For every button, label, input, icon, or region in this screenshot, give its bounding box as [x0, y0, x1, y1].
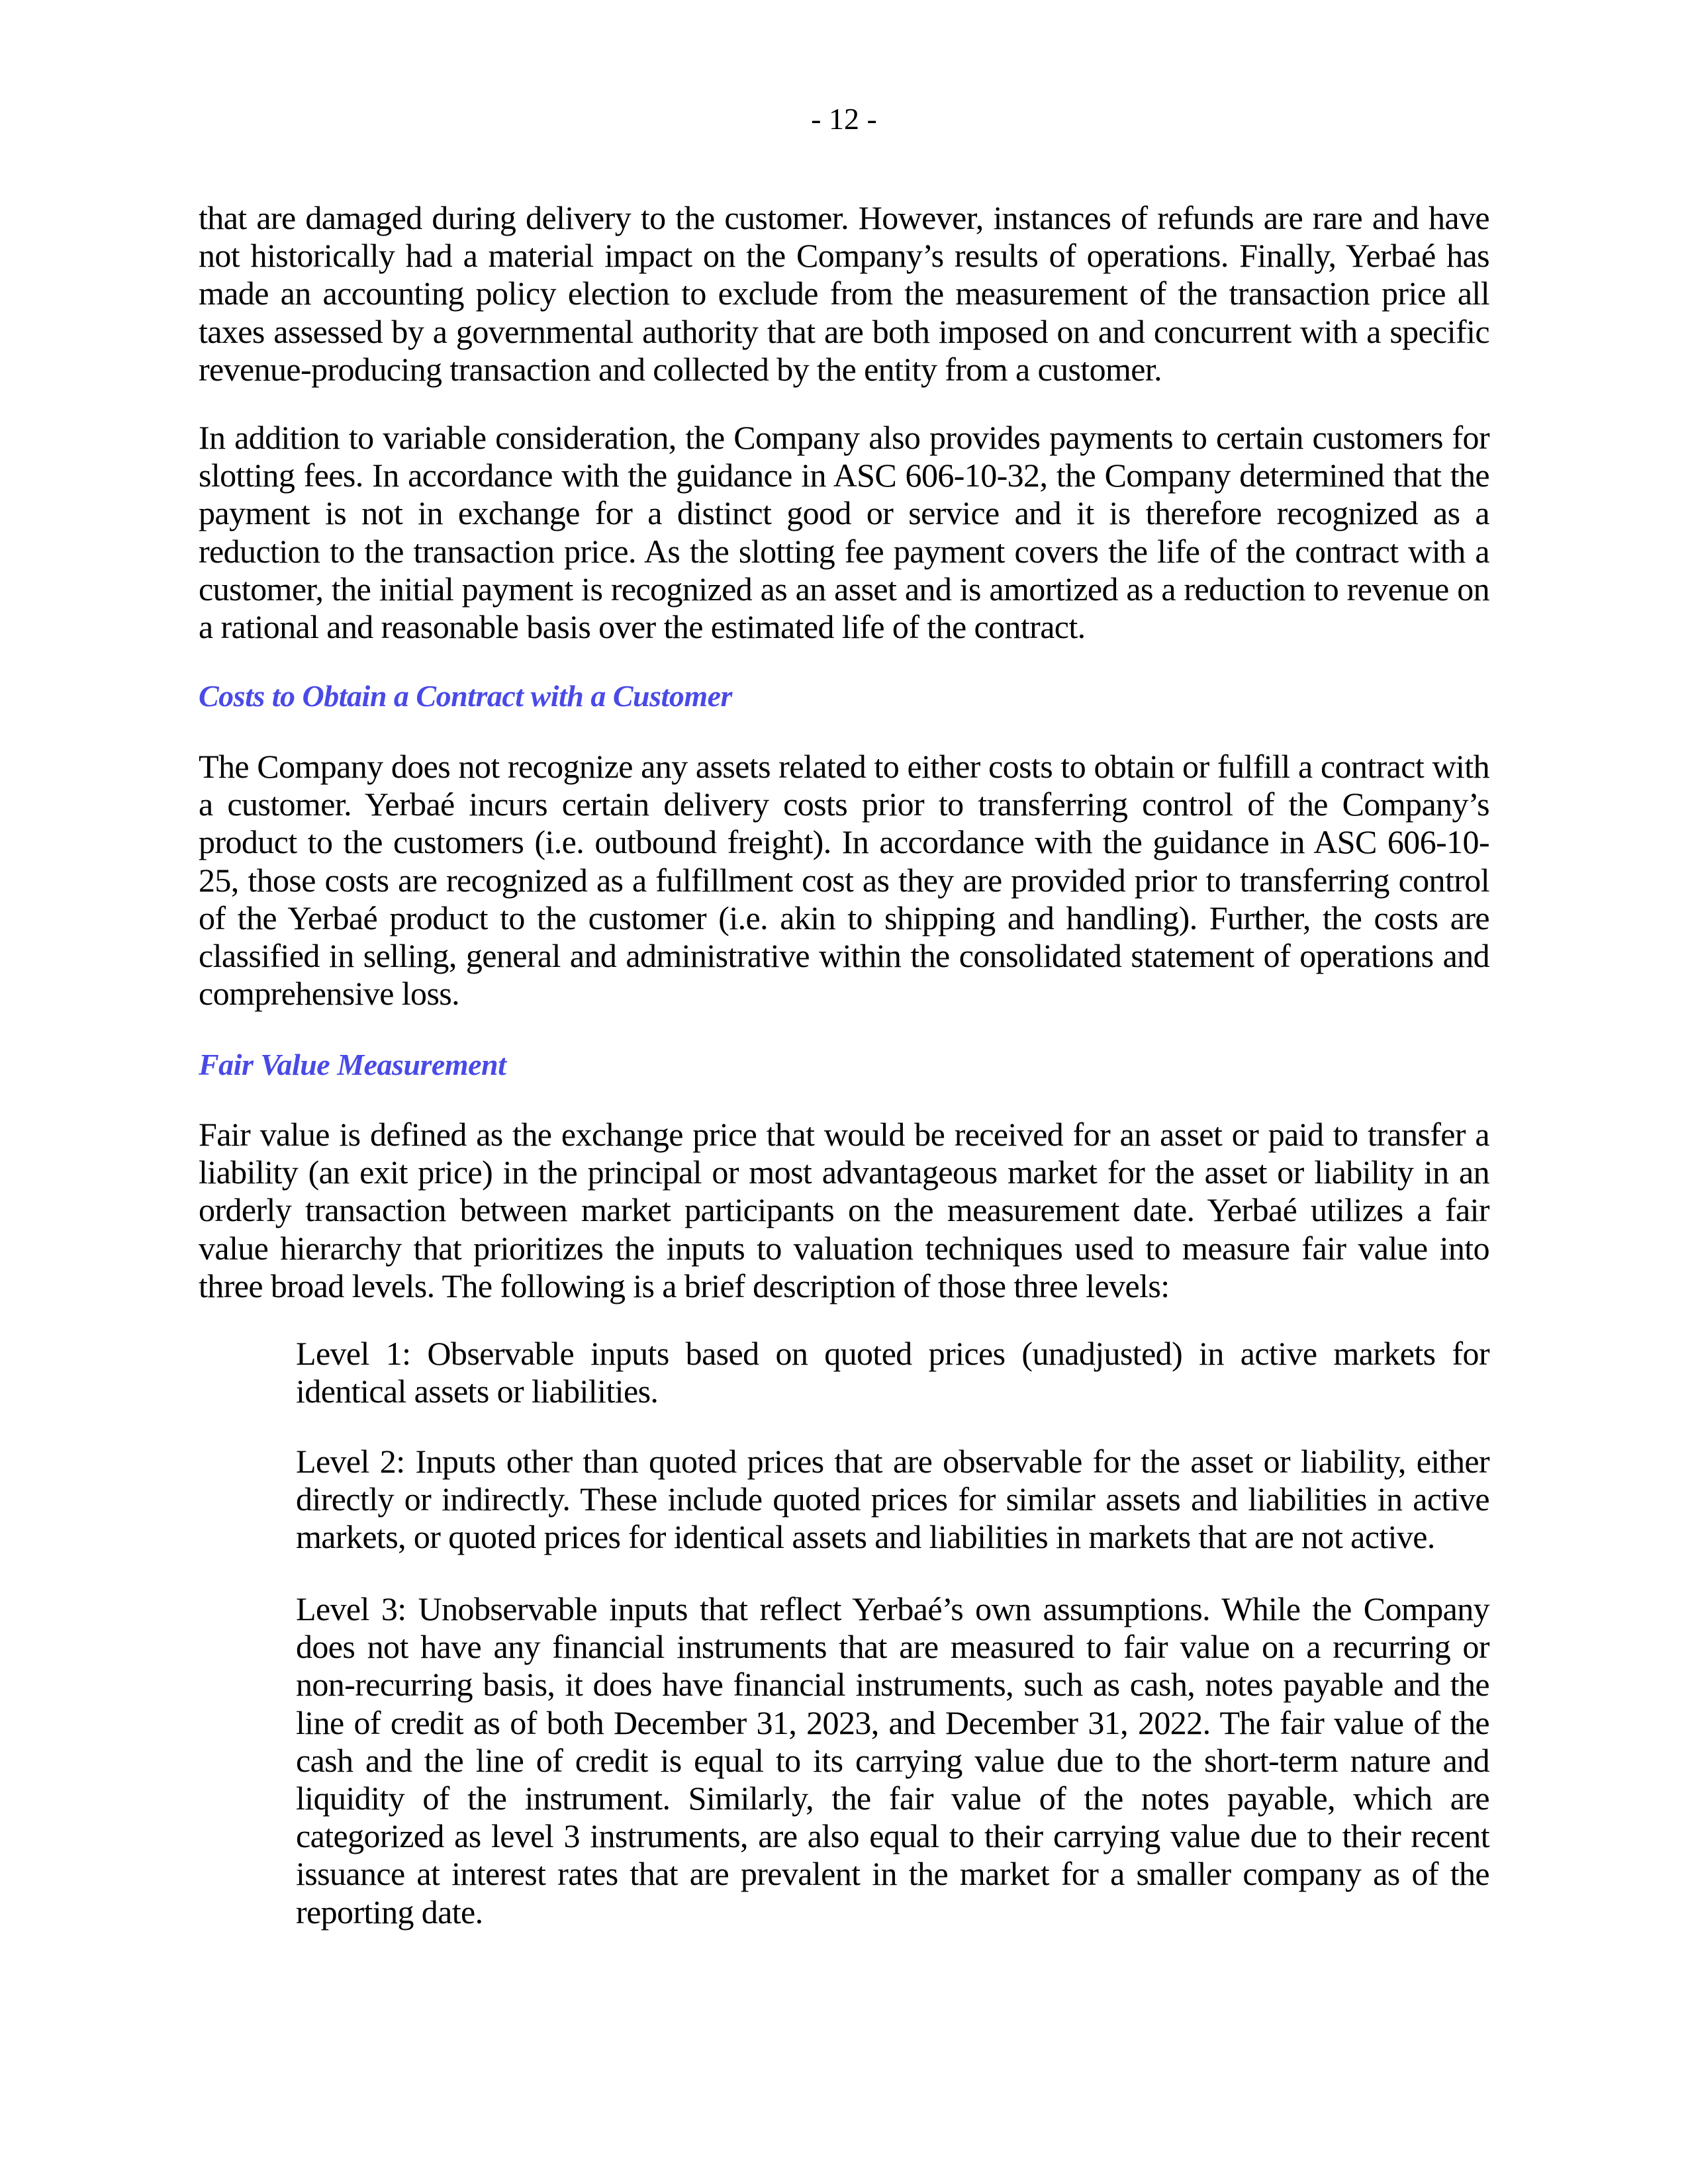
heading-fair-value-measurement: Fair Value Measurement: [199, 1048, 506, 1081]
heading-costs-to-obtain-contract: Costs to Obtain a Contract with a Customer: [199, 679, 732, 713]
paragraph-fair-value-definition: Fair value is defined as the exchange price that would be received for an asset or paid to transfer a liability (an exit price) in the principal or most advantageous market for the asset or liability in an orderly transaction between market participants on the measurement date. Yerbaé utilizes a fair value hierarchy that prioritizes the inputs to valuation techniques used to measure fair value into three broad levels. The following is a brief description of those three levels:: [199, 1116, 1489, 1304]
paragraph-costs-to-obtain: The Company does not recognize any assets related to either costs to obtain or fulfill a contract with a customer. Yerbaé incurs certain delivery costs prior to transferring control of the Company’s product to the customers (i.e. outbound freight). In accordance with the guidance in ASC 606-10-25, those costs are recognized as a fulfillment cost as they are provided prior to transferring control of the Yerbaé product to the customer (i.e. akin to shipping and handling). Further, the costs are classified in selling, general and administrative within the consolidated statement of operations and comprehensive loss.: [199, 748, 1489, 1013]
paragraph-slotting-fees: In addition to variable consideration, the Company also provides payments to certain customers for slotting fees. In accordance with the guidance in ASC 606-10-32, the Company determined that the payment is not in exchange for a distinct good or service and it is therefore recognized as a reduction to the transaction price. As the slotting fee payment covers the life of the contract with a customer, the initial payment is recognized as an asset and is amortized as a reduction to revenue on a rational and reasonable basis over the estimated life of the contract.: [199, 419, 1489, 646]
paragraph-level-3: Level 3: Unobservable inputs that reflect Yerbaé’s own assumptions. While the Company does not have any financial instruments that are measured to fair value on a recurring or non-recurring basis, it does have financial instruments, such as cash, notes payable and the line of credit as of both December 31, 2023, and December 31, 2022. The fair value of the cash and the line of credit is equal to its carrying value due to the short-term nature and liquidity of the instrument. Similarly, the fair value of the notes payable, which are categorized as level 3 instruments, are also equal to their carrying value due to their recent issuance at interest rates that are prevalent in the market for a smaller company as of the reporting date.: [296, 1590, 1489, 1931]
paragraph-level-1: Level 1: Observable inputs based on quoted prices (unadjusted) in active markets for identical assets or liabilities.: [296, 1335, 1489, 1410]
paragraph-variable-consideration-end: that are damaged during delivery to the customer. However, instances of refunds are rare and have not historically had a material impact on the Company’s results of operations. Finally, Yerbaé has made an accounting policy election to exclude from the measurement of the transaction price all taxes assessed by a governmental authority that are both imposed on and concurrent with a specific revenue-producing transaction and collected by the entity from a customer.: [199, 199, 1489, 388]
paragraph-level-2: Level 2: Inputs other than quoted prices that are observable for the asset or liability, either directly or indirectly. These include quoted prices for similar assets and liabilities in active markets, or quoted prices for identical assets and liabilities in markets that are not active.: [296, 1443, 1489, 1556]
page-number: - 12 -: [811, 102, 877, 136]
